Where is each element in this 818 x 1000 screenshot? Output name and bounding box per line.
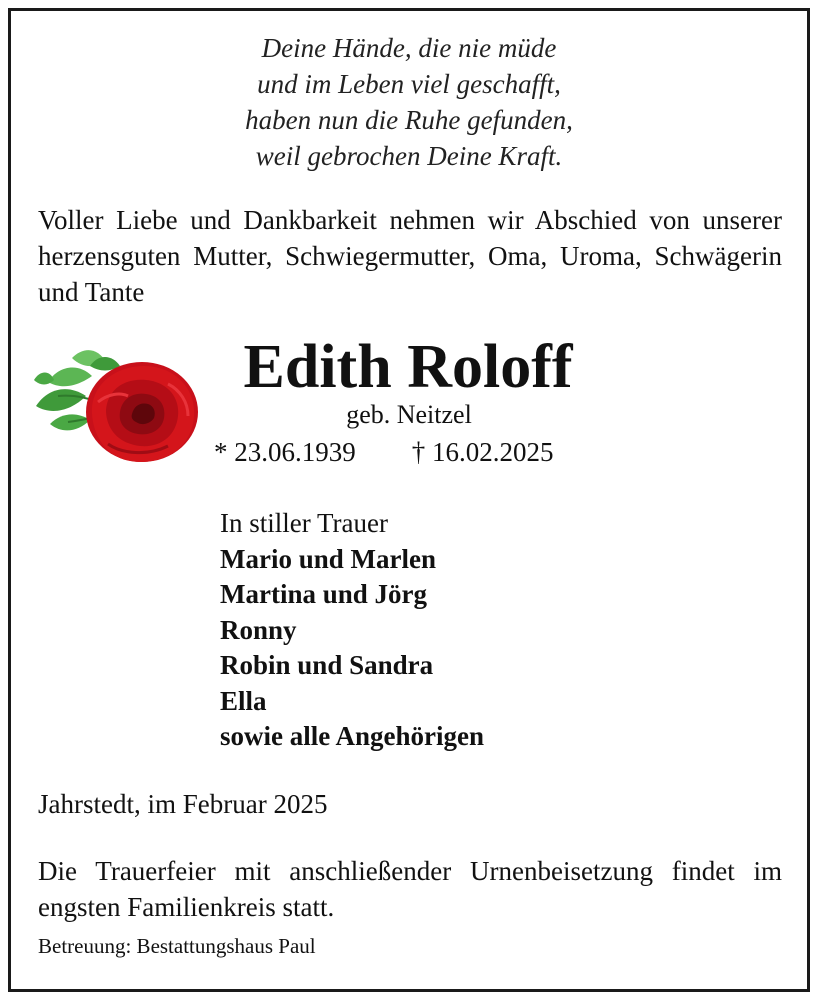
birth-date: * 23.06.1939 (214, 437, 356, 467)
poem-line: Deine Hände, die nie müde (261, 33, 557, 63)
mourners-heading: In stiller Trauer (220, 508, 388, 538)
mourner-name: Robin und Sandra (220, 650, 434, 680)
mourner-name: Ronny (220, 614, 297, 645)
mourners-list (220, 506, 484, 755)
intro-text: Voller Liebe und Dankbarkeit nehmen wir Abschied von unserer herzensguten Mutter, Schwiegermutter, Oma, Uroma, Schwägerin und Tante (38, 205, 782, 307)
mourner-name: Ella (220, 685, 267, 716)
place-date: Jahrstedt, im Februar 2025 (38, 789, 328, 819)
maiden-name: geb. Neitzel (346, 400, 472, 429)
mourner-name: Mario und Marlen (220, 543, 436, 574)
mourner-name: sowie alle Angehörigen (220, 721, 484, 751)
service-notice: Die Trauerfeier mit anschließender Urnenbeisetzung findet im engsten Familienkreis statt. (38, 856, 782, 922)
poem-line: weil gebrochen Deine Kraft. (255, 141, 563, 171)
poem-line: haben nun die Ruhe gefunden, (245, 105, 573, 135)
mourner-name: Martina und Jörg (220, 579, 428, 609)
life-dates (214, 434, 554, 470)
death-date: † 16.02.2025 (411, 437, 554, 467)
poem-line: und im Leben viel geschafft, (257, 69, 561, 99)
poem (0, 30, 818, 174)
deceased-name: Edith Roloff (243, 333, 573, 401)
funeral-home-credit: Betreuung: Bestattungshaus Paul (38, 934, 316, 958)
